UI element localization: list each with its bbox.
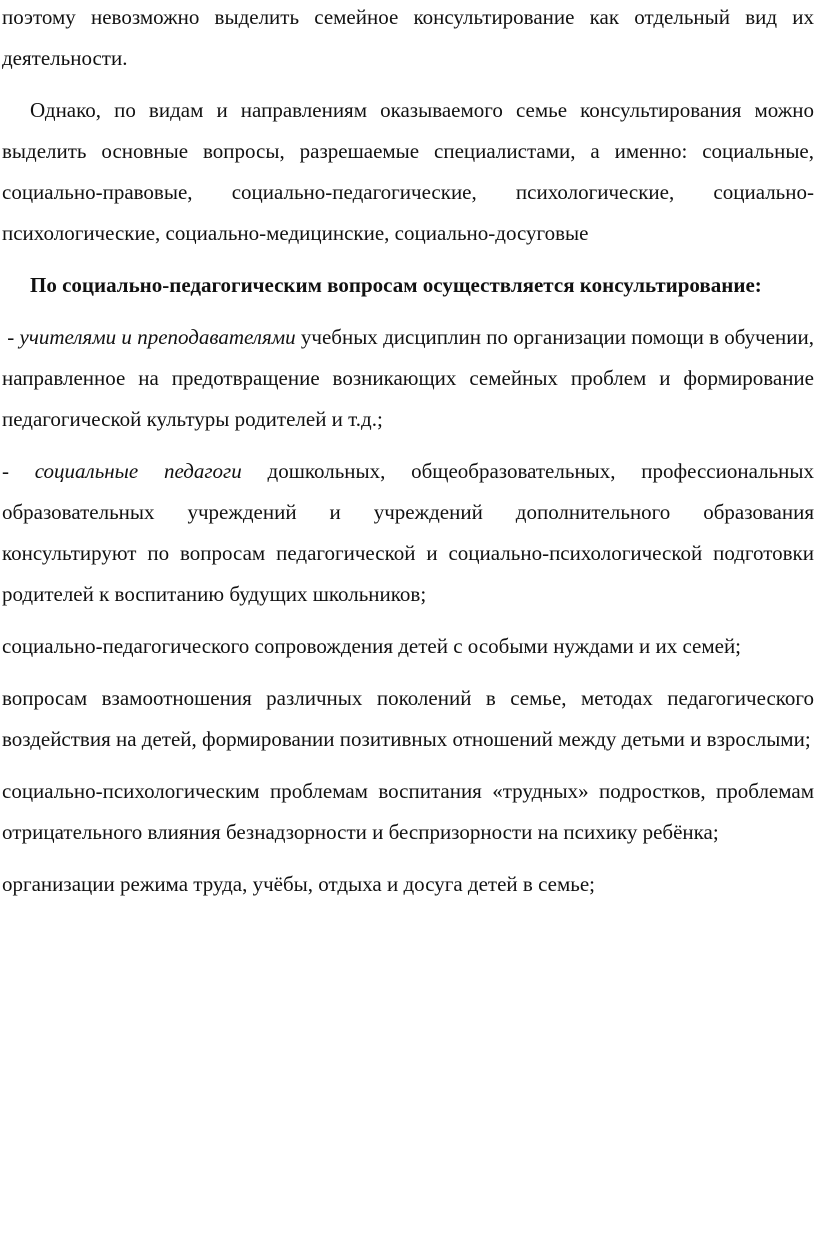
paragraph-text: дошкольных, общеобразовательных, профессиональных образовательных учреждений и учреждений дополнительного образования консультируют по вопросам педагогической и социально-психологической подготовки родителей к воспитанию будущих школьников; (2, 459, 814, 606)
paragraph-regime: организации режима труда, учёбы, отдыха и досуга детей в семье; (2, 872, 596, 896)
paragraph-social-pedagogues (2, 451, 814, 615)
dash-marker: - (2, 459, 35, 483)
dash-marker: - (2, 325, 20, 349)
italic-term: учителями и преподавателями (19, 325, 296, 349)
paragraph-teachers (2, 317, 814, 440)
paragraph-heading (2, 265, 814, 306)
paragraph-special-needs: социально-педагогического сопровождения детей с особыми нуждами и их семей; (2, 634, 742, 658)
italic-term: социальные педагоги (34, 459, 242, 483)
paragraph-intro: поэтому невозможно выделить семейное консультирование как отдельный вид их деятельности. (2, 5, 814, 70)
paragraph-text: учебных дисциплин по организации помощи в обучении, направленное на предотвращение возникающих семейных проблем и формирование педагогической культуры родителей и т.д.; (2, 325, 814, 431)
heading-text: По социально-педагогическим вопросам осуществляется консультирование: (30, 273, 762, 297)
paragraph-directions: Однако, по видам и направлениям оказываемого семье консультирования можно выделить основные вопросы, разрешаемые специалистами, а именно: социальные, социально-правовые, социально-педагогические, психологические, социально-психологические, социально-медицинские, социально-досуговые (2, 98, 814, 245)
paragraph-generations: вопросам взамоотношения различных поколений в семье, методах педагогического воздействия на детей, формировании позитивных отношений между детьми и взрослыми; (2, 686, 814, 751)
paragraph-difficult-teens: социально-психологическим проблемам воспитания «трудных» подростков, проблемам отрицательного влияния безнадзорности и беспризорности на психику ребёнка; (2, 779, 814, 844)
document-page (2, 0, 814, 905)
